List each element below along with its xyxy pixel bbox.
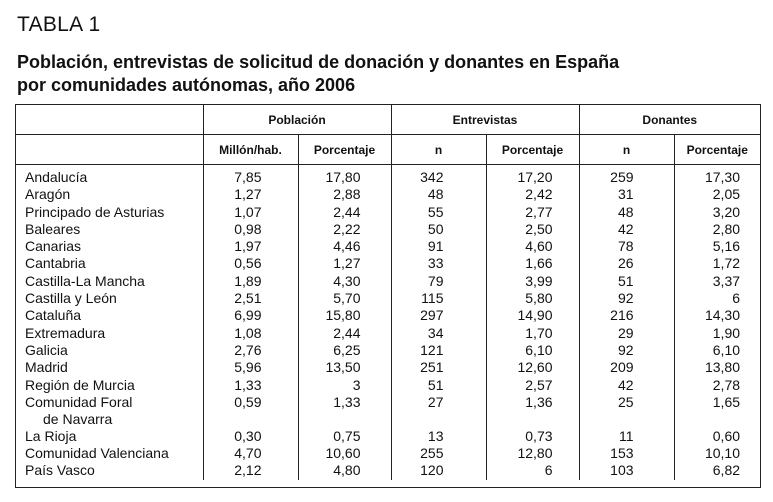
cell-n-donantes: 216 [579,307,674,324]
table-title [17,51,737,97]
cell-porcentaje-entrevistas: 12,60 [486,359,579,376]
table-row [16,307,760,324]
group-header-poblacion: Población [203,105,391,135]
cell-n-donantes: 209 [579,359,674,376]
cell-millon-hab: 1,33 [203,377,298,394]
cell-n-entrevistas: 55 [391,204,486,221]
row-name-text: Aragón [25,186,71,203]
cell-millon-hab: 0,59 [203,394,298,428]
cell-porcentaje-entrevistas: 1,66 [486,255,579,272]
cell-porcentaje-donantes: 3,37 [674,273,760,290]
cell-porcentaje-donantes: 5,16 [674,238,760,255]
row-name-text-cont: de Navarra [43,410,113,427]
table-row [16,273,760,290]
cell-porcentaje-poblacion: 4,30 [298,273,391,290]
col-header-porcentaje-donantes: Porcentaje [674,135,760,165]
table-row [16,377,760,394]
row-name [16,325,203,342]
cell-porcentaje-entrevistas: 1,36 [486,394,579,428]
cell-porcentaje-poblacion: 4,80 [298,462,391,479]
title-line-2: por comunidades autónomas, año 2006 [17,75,356,95]
cell-porcentaje-entrevistas: 0,73 [486,428,579,445]
row-name [16,428,203,445]
cell-porcentaje-poblacion: 4,46 [298,238,391,255]
cell-porcentaje-entrevistas: 2,77 [486,204,579,221]
cell-n-donantes: 31 [579,186,674,203]
col-header-n-entrevistas: n [391,135,486,165]
cell-n-entrevistas: 79 [391,273,486,290]
title-line-1: Población, entrevistas de solicitud de donación y donantes en España [17,52,620,72]
row-name-text: Andalucía [25,169,88,185]
cell-millon-hab: 0,30 [203,428,298,445]
row-name [16,290,203,307]
row-name-text: Región de Murcia [25,376,135,393]
cell-n-entrevistas: 255 [391,445,486,462]
table-row [16,462,760,479]
table-body [16,165,760,480]
cell-n-donantes: 48 [579,204,674,221]
row-name [16,445,203,462]
table-row [16,238,760,255]
row-name [16,273,203,290]
table-row [16,359,760,376]
row-name [16,221,203,238]
cell-porcentaje-donantes: 2,78 [674,377,760,394]
cell-millon-hab: 0,56 [203,255,298,272]
cell-millon-hab: 2,51 [203,290,298,307]
cell-porcentaje-donantes: 3,20 [674,204,760,221]
table-row [16,394,760,428]
cell-n-entrevistas: 51 [391,377,486,394]
cell-n-donantes: 42 [579,221,674,238]
table-row [16,428,760,445]
cell-porcentaje-poblacion: 17,80 [298,165,391,187]
col-header-porcentaje-entrevistas: Porcentaje [486,135,579,165]
cell-n-entrevistas: 91 [391,238,486,255]
row-name-text: Madrid [25,359,68,376]
row-name [16,307,203,324]
cell-porcentaje-entrevistas: 6,10 [486,342,579,359]
row-name-text: Cantabria [25,255,86,272]
data-table [15,104,761,488]
cell-millon-hab: 1,97 [203,238,298,255]
cell-porcentaje-entrevistas: 4,60 [486,238,579,255]
cell-porcentaje-poblacion: 15,80 [298,307,391,324]
cell-n-donantes: 42 [579,377,674,394]
row-name [16,462,203,479]
cell-porcentaje-donantes: 14,30 [674,307,760,324]
cell-n-entrevistas: 115 [391,290,486,307]
cell-n-entrevistas: 34 [391,325,486,342]
cell-porcentaje-donantes: 6 [674,290,760,307]
cell-porcentaje-entrevistas: 3,99 [486,273,579,290]
cell-n-donantes: 103 [579,462,674,479]
group-header-entrevistas: Entrevistas [391,105,579,135]
cell-porcentaje-poblacion: 10,60 [298,445,391,462]
cell-n-entrevistas: 48 [391,186,486,203]
cell-n-donantes: 92 [579,342,674,359]
cell-n-entrevistas: 121 [391,342,486,359]
cell-millon-hab: 4,70 [203,445,298,462]
cell-porcentaje-entrevistas: 14,90 [486,307,579,324]
cell-millon-hab: 1,08 [203,325,298,342]
cell-porcentaje-poblacion: 2,44 [298,325,391,342]
table-row [16,186,760,203]
cell-n-donantes: 11 [579,428,674,445]
cell-porcentaje-poblacion: 3 [298,377,391,394]
row-name-text: La Rioja [25,427,77,444]
cell-n-entrevistas: 33 [391,255,486,272]
cell-porcentaje-poblacion: 1,33 [298,394,391,428]
cell-porcentaje-entrevistas: 2,57 [486,377,579,394]
cell-millon-hab: 1,07 [203,204,298,221]
cell-porcentaje-donantes: 1,72 [674,255,760,272]
row-name [16,394,203,428]
cell-porcentaje-poblacion: 1,27 [298,255,391,272]
cell-n-entrevistas: 251 [391,359,486,376]
row-name [16,377,203,394]
row-name-text: Principado de Asturias [25,203,165,220]
row-name-text: Baleares [25,220,81,237]
cell-porcentaje-donantes: 2,80 [674,221,760,238]
cell-porcentaje-donantes: 1,65 [674,394,760,428]
cell-porcentaje-donantes: 1,90 [674,325,760,342]
cell-porcentaje-poblacion: 2,88 [298,186,391,203]
row-name [16,238,203,255]
cell-porcentaje-poblacion: 2,22 [298,221,391,238]
cell-n-donantes: 25 [579,394,674,428]
row-name-text: Comunidad Foral [25,393,133,410]
cell-n-donantes: 153 [579,445,674,462]
row-name-text: Galicia [25,341,68,358]
cell-n-donantes: 51 [579,273,674,290]
cell-porcentaje-entrevistas: 2,42 [486,186,579,203]
cell-millon-hab: 0,98 [203,221,298,238]
table-row [16,165,760,187]
cell-millon-hab: 6,99 [203,307,298,324]
cell-porcentaje-entrevistas: 5,80 [486,290,579,307]
cell-n-donantes: 78 [579,238,674,255]
table-row [16,255,760,272]
cell-n-entrevistas: 342 [391,165,486,187]
cell-porcentaje-poblacion: 6,25 [298,342,391,359]
cell-porcentaje-poblacion: 0,75 [298,428,391,445]
row-name-text: País Vasco [25,462,95,479]
corner-cell [16,105,203,135]
row-name [16,359,203,376]
cell-porcentaje-entrevistas: 1,70 [486,325,579,342]
cell-n-entrevistas: 50 [391,221,486,238]
cell-porcentaje-donantes: 6,82 [674,462,760,479]
cell-porcentaje-donantes: 2,05 [674,186,760,203]
corner-cell-sub [16,135,203,165]
table-row [16,204,760,221]
cell-porcentaje-entrevistas: 12,80 [486,445,579,462]
row-name [16,204,203,221]
cell-porcentaje-entrevistas: 2,50 [486,221,579,238]
table-row [16,445,760,462]
col-header-millon-hab: Millón/hab. [203,135,298,165]
cell-millon-hab: 2,76 [203,342,298,359]
row-name-text: Comunidad Valenciana [25,445,169,462]
cell-n-entrevistas: 120 [391,462,486,479]
row-name [16,186,203,203]
cell-millon-hab: 1,89 [203,273,298,290]
table-row [16,221,760,238]
col-header-n-donantes: n [579,135,674,165]
cell-porcentaje-donantes: 13,80 [674,359,760,376]
cell-n-entrevistas: 13 [391,428,486,445]
row-name-text: Cataluña [25,307,82,324]
cell-millon-hab: 5,96 [203,359,298,376]
cell-porcentaje-donantes: 10,10 [674,445,760,462]
cell-millon-hab: 2,12 [203,462,298,479]
table-row [16,342,760,359]
row-name-text: Extremadura [25,324,106,341]
cell-millon-hab: 7,85 [203,165,298,187]
cell-millon-hab: 1,27 [203,186,298,203]
row-name-text: Castilla y León [25,290,117,307]
row-name [16,165,203,187]
cell-porcentaje-donantes: 0,60 [674,428,760,445]
col-header-porcentaje-poblacion: Porcentaje [298,135,391,165]
cell-porcentaje-entrevistas: 17,20 [486,165,579,187]
row-name [16,255,203,272]
row-name [16,342,203,359]
table-row [16,325,760,342]
cell-porcentaje-donantes: 17,30 [674,165,760,187]
cell-porcentaje-donantes: 6,10 [674,342,760,359]
cell-porcentaje-poblacion: 13,50 [298,359,391,376]
cell-n-donantes: 26 [579,255,674,272]
cell-n-entrevistas: 297 [391,307,486,324]
table-row [16,290,760,307]
cell-porcentaje-poblacion: 5,70 [298,290,391,307]
cell-n-donantes: 259 [579,165,674,187]
cell-porcentaje-entrevistas: 6 [486,462,579,479]
row-name-text: Castilla-La Mancha [25,272,145,289]
table-label: TABLA 1 [17,13,101,36]
row-name-text: Canarias [25,238,82,255]
cell-porcentaje-poblacion: 2,44 [298,204,391,221]
cell-n-donantes: 29 [579,325,674,342]
cell-n-entrevistas: 27 [391,394,486,428]
cell-n-donantes: 92 [579,290,674,307]
group-header-donantes: Donantes [579,105,760,135]
